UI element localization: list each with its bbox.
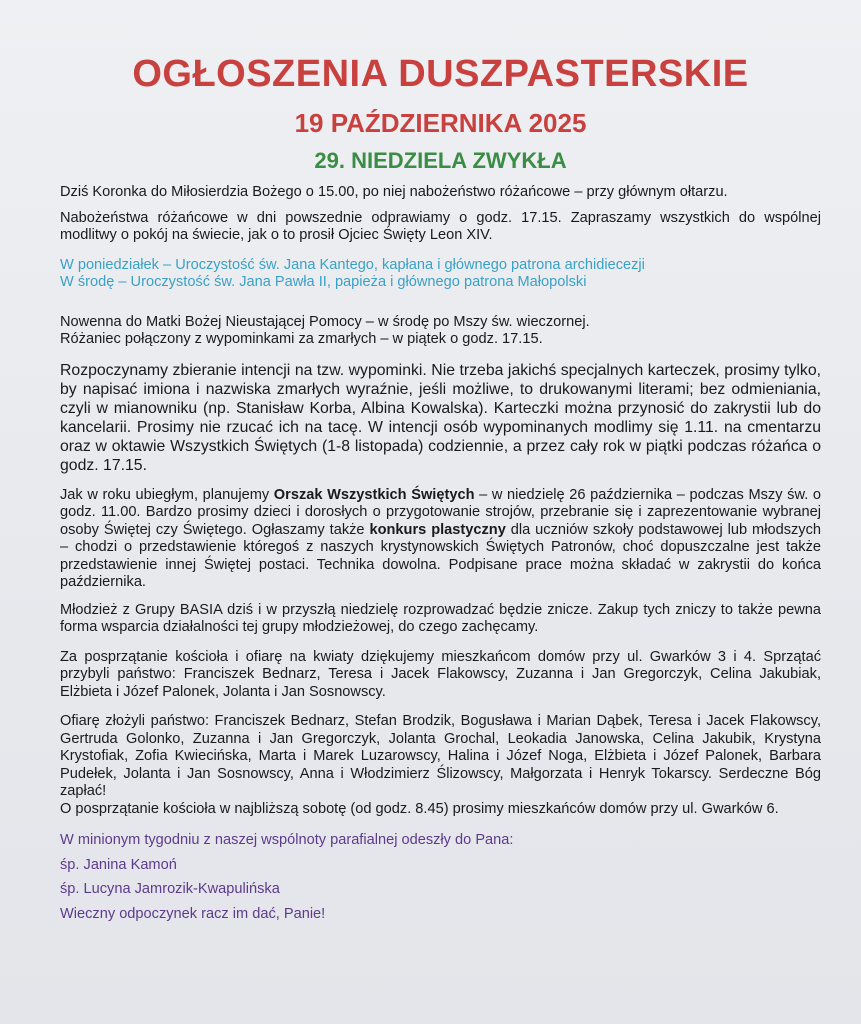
deceased-name: śp. Lucyna Jamrozik-Kwapulińska	[60, 881, 280, 897]
art-contest-name: konkurs plastyczny	[369, 521, 506, 538]
procession-text-3: dla uczniów szkoły podstawowej lub młodszych – chodzi o przedstawienie któregoś z naszych krystynowskich Świętych Patronów, choć dopuszczalne jest także przedstawienie innej Świętej postaci. Technika dowolna. Podpisane prace można składać w zakrystii do końca października.	[60, 521, 821, 590]
rosary-deceased-line: Różaniec połączony z wypominkami za zmarłych – w piątek o godz. 17.15.	[60, 331, 543, 347]
rosary-paragraph: Nabożeństwa różańcowe w dni powszednie odprawiamy o godz. 17.15. Zapraszamy wszystkich do wspólnej modlitwy o pokój na świecie, jak o to prosił Ojciec Święty Leon XIV.	[60, 209, 821, 243]
eternal-rest-prayer: Wieczny odpoczynek racz im dać, Panie!	[60, 905, 326, 922]
procession-name: Orszak Wszystkich Świętych	[273, 486, 475, 503]
devotions-block	[60, 314, 821, 349]
announcement-date: 19 PAŹDZIERNIKA 2025	[294, 108, 587, 138]
deceased-name: śp. Janina Kamoń	[60, 856, 177, 873]
feast-monday: W poniedziałek – Uroczystość św. Jana Kantego, kapłana i głównego patrona archidiecezji	[60, 256, 645, 273]
page-title: OGŁOSZENIA DUSZPASTERSKIE	[132, 53, 749, 95]
cleaning-thanks-paragraph: Za posprzątanie kościoła i ofiarę na kwiaty dziękujemy mieszkańcom domów przy ul. Gwarków 3 i 4. Sprzątać przybyli państwo: Franciszek Bednarz, Teresa i Jacek Flakowscy, Zuzanna i Jan Gregorczyk, Celina Jakubiak, Elżbieta i Józef Palonek, Jolanta i Jan Sosnowscy.	[60, 648, 821, 700]
feast-wednesday: W środę – Uroczystość św. Jana Pawła II, papieża i głównego patrona Małopolski	[60, 274, 587, 290]
next-cleaning-paragraph: O posprzątanie kościoła w najbliższą sobotę (od godz. 8.45) prosimy mieszkańców domów przy ul. Gwarków 6.	[60, 800, 779, 817]
procession-paragraph	[60, 487, 821, 592]
liturgical-sunday: 29. NIEDZIELA ZWYKŁA	[314, 148, 567, 173]
wypominki-paragraph: Rozpoczynamy zbieranie intencji na tzw. wypominki. Nie trzeba jakichś specjalnych karteczek, prosimy tylko, by napisać imiona i nazwiska zmarłych wyraźnie, jeśli możliwe, to drukowanymi literami; bez odmieniania, czyli w mianowniku (np. Stanisław Korba, Albina Kowalska). Karteczki można przynosić do zakrystii lub do kancelarii. Prosimy nie rzucać ich na tacę. W intencji osób wypominanych modlimy się 1.11. na cmentarzu oraz w oktawie Wszystkich Świętych (1-8 listopada) codziennie, a przez cały rok w piątki podczas różańca o godz. 17.15.	[60, 361, 821, 474]
deceased-intro: W minionym tygodniu z naszej wspólnoty parafialnej odeszły do Pana:	[60, 832, 514, 848]
novena-line: Nowenna do Matki Bożej Nieustającej Pomocy – w środę po Mszy św. wieczornej.	[60, 313, 590, 330]
procession-text-1: Jak w roku ubiegłym, planujemy	[60, 486, 274, 503]
feasts-block	[60, 257, 821, 292]
deceased-block	[60, 832, 821, 923]
procession-text-2: – w niedzielę 26 października – podczas Mszy św. o godz. 11.00. Bardzo prosimy dzieci i dorosłych o przygotowanie strojów, przebranie się i zaprezentowanie wybranej osoby Świętej czy Świętego. Ogłaszamy także	[60, 486, 822, 538]
donors-paragraph: Ofiarę złożyli państwo: Franciszek Bednarz, Stefan Brodzik, Bogusława i Marian Dąbek, Teresa i Jacek Flakowscy, Gertruda Golonko, Zuzanna i Jan Gregorczyk, Jolanta Grochal, Leokadia Janowska, Celina Jakubik, Krystyna Krystofiak, Zofia Kwiecińska, Marta i Marek Luzarowscy, Halina i Józef Noga, Elżbieta i Józef Palonek, Barbara Pudełek, Jolanta i Jan Sosnowscy, Anna i Włodzimierz Ślizowscy, Małgorzata i Henryk Tokarscy. Serdeczne Bóg zapłać!	[60, 713, 821, 799]
koronka-paragraph: Dziś Koronka do Miłosierdzia Bożego o 15.00, po niej nabożeństwo różańcowe – przy głównym ołtarzu.	[60, 184, 728, 200]
candles-paragraph: Młodzież z Grupy BASIA dziś i w przyszłą niedzielę rozprowadzać będzie znicze. Zakup tych zniczy to także pewna forma wsparcia działalności tej grupy młodzieżowej, do czego zachęcamy.	[60, 601, 821, 635]
